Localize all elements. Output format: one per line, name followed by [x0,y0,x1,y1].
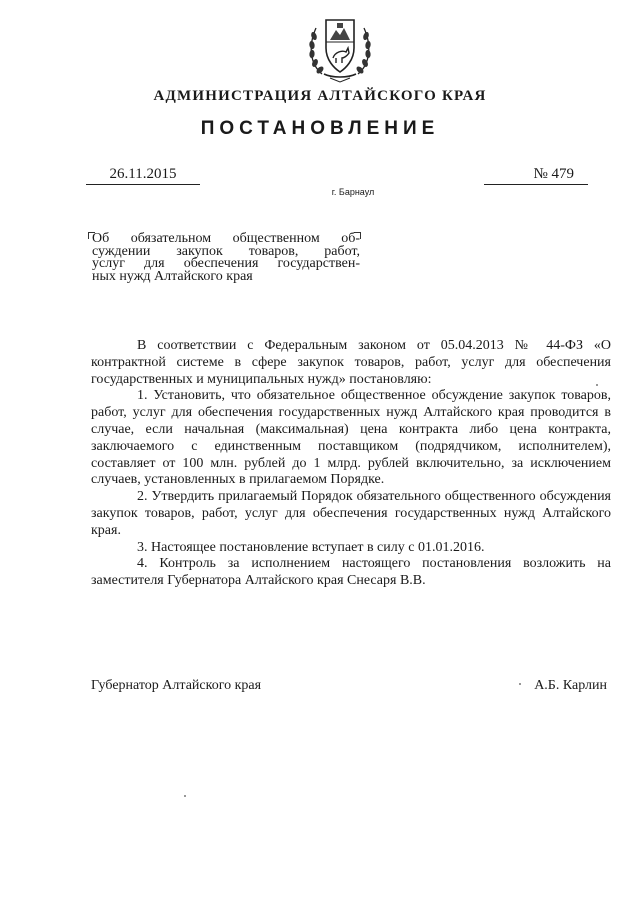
scan-speck [184,795,186,797]
subject-line: услуг для обеспечения государствен- [92,256,360,271]
signatory-name: А.Б. Карлин [534,678,607,693]
altai-krai-coat-of-arms-icon [300,12,380,84]
document-type-heading: ПОСТАНОВЛЕНИЕ [200,118,440,139]
scan-speck [519,683,521,685]
city-label: г. Барнаул [331,187,375,197]
signatory-title: Губернатор Алтайского края [91,678,262,693]
body-paragraph-item-3: 3. Настоящее постановление вступает в силу с 01.01.2016. [137,539,485,555]
subject-line: ных нужд Алтайского края [92,268,253,284]
body-paragraph-item-1: 1. Установить, что обязательное общественное обсуждение закупок товаров, работ, услуг для обеспечения государственных нужд Алтайского края проводится в случае, если начальная (максимальная) цена контракта либо цена контракта, заключаемого с единственным поставщиком (подрядчиком, исполнителем), составляет от 100 млн. рублей до 1 млрд. рублей включительно, за исключением случаев, установленных в прилагаемом Порядке. [91,388,611,488]
document-date: 26.11.2015 [86,165,200,185]
document-body [91,338,611,590]
subject-line: суждении закупок товаров, работ, [92,243,360,259]
subject-line: Об обязательном общественном об- [92,231,360,246]
document-number: № 479 [484,165,588,185]
body-paragraph-item-2: 2. Утвердить прилагаемый Порядок обязательного общественного обсуждения закупок товаров, работ, услуг для обеспечения государственных нужд Алтайского края. [91,489,611,538]
body-paragraph-item-4: 4. Контроль за исполнением настоящего постановления возложить на заместителя Губернатора Алтайского края Снесаря В.В. [91,556,611,589]
authority-title: АДМИНИСТРАЦИЯ АЛТАЙСКОГО КРАЯ [153,88,487,104]
document-subject [92,233,360,283]
scan-speck [596,384,598,386]
body-paragraph-preamble: В соответствии с Федеральным законом от 05.04.2013 № 44-ФЗ «О контрактной системе в сфере закупок товаров, работ, услуг для обеспечения государственных и муниципальных нужд» постановляю: [91,338,611,387]
